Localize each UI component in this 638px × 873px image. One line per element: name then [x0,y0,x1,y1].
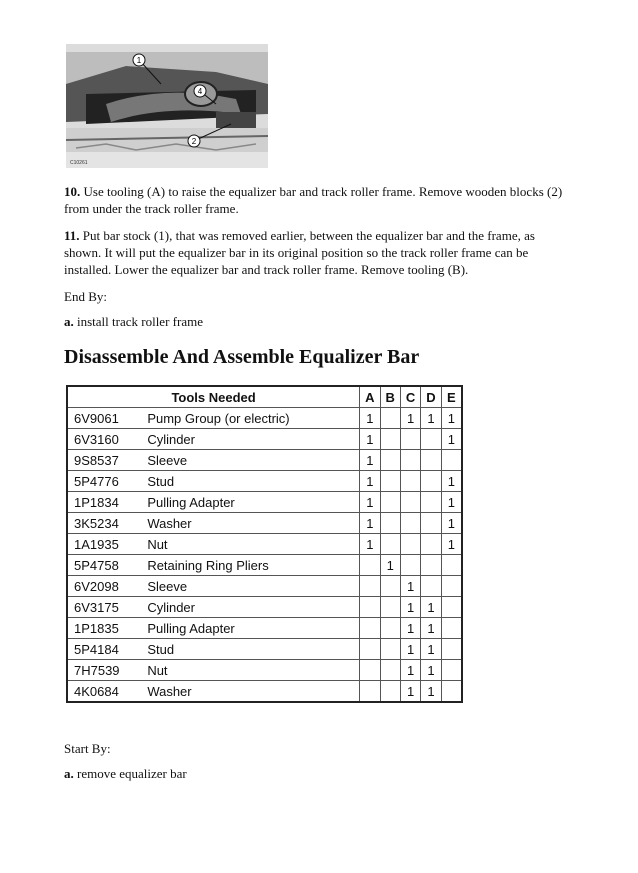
part-number: 5P4184 [67,639,141,660]
step-10 [64,183,574,217]
flag-d [421,555,441,576]
part-number: 1A1935 [67,534,141,555]
part-number: 4K0684 [67,681,141,703]
flag-b [380,513,400,534]
column-header-b: B [380,386,400,408]
column-header-e: E [441,386,462,408]
flag-e [441,576,462,597]
flag-d: 1 [421,618,441,639]
flag-a [360,555,380,576]
flag-d [421,576,441,597]
flag-c [400,555,420,576]
flag-b [380,450,400,471]
tools-table-header [67,386,462,408]
flag-a [360,597,380,618]
end-by-item [64,313,574,330]
part-name: Pulling Adapter [141,492,359,513]
figure-id: C10261 [70,160,88,166]
table-row [67,681,462,703]
part-number: 6V2098 [67,576,141,597]
part-name: Sleeve [141,450,359,471]
flag-a: 1 [360,471,380,492]
part-number: 1P1835 [67,618,141,639]
section-title: Disassemble And Assemble Equalizer Bar [64,346,420,368]
flag-a [360,639,380,660]
part-name: Nut [141,534,359,555]
equalizer-bar-photo [66,44,268,168]
flag-a [360,660,380,681]
flag-d [421,534,441,555]
callout-1-label: 1 [136,56,142,65]
flag-d [421,471,441,492]
column-header-d: D [421,386,441,408]
flag-e: 1 [441,492,462,513]
part-number: 1P1834 [67,492,141,513]
step-10-text: Use tooling (A) to raise the equalizer bar and track roller frame. Remove wooden blocks (2) from under the track roller frame. [64,184,563,216]
callout-4-label: 4 [197,87,203,96]
flag-b [380,429,400,450]
flag-d: 1 [421,639,441,660]
flag-a: 1 [360,408,380,429]
table-row [67,471,462,492]
end-by-item-letter: a. [64,314,74,329]
flag-d [421,429,441,450]
start-by-item-letter: a. [64,766,74,781]
flag-b [380,408,400,429]
end-by-item-text: install track roller frame [77,314,203,329]
flag-d [421,513,441,534]
flag-e [441,597,462,618]
flag-d: 1 [421,660,441,681]
part-name: Washer [141,513,359,534]
table-row [67,513,462,534]
tools-needed-table [66,385,463,703]
part-name: Stud [141,639,359,660]
table-row [67,618,462,639]
table-row [67,534,462,555]
flag-c [400,450,420,471]
flag-c [400,513,420,534]
table-row [67,408,462,429]
table-row [67,576,462,597]
flag-d: 1 [421,681,441,703]
flag-a: 1 [360,450,380,471]
flag-c [400,492,420,513]
part-name: Stud [141,471,359,492]
table-row [67,639,462,660]
table-row [67,660,462,681]
flag-d: 1 [421,597,441,618]
flag-e [441,450,462,471]
part-number: 5P4776 [67,471,141,492]
flag-a: 1 [360,429,380,450]
flag-b [380,471,400,492]
flag-c: 1 [400,618,420,639]
flag-c: 1 [400,576,420,597]
flag-e: 1 [441,408,462,429]
flag-d [421,492,441,513]
part-number: 6V3175 [67,597,141,618]
part-name: Cylinder [141,597,359,618]
flag-e [441,639,462,660]
flag-a: 1 [360,492,380,513]
part-name: Retaining Ring Pliers [141,555,359,576]
table-row [67,492,462,513]
part-number: 6V3160 [67,429,141,450]
step-11-number: 11. [64,228,80,243]
flag-e: 1 [441,471,462,492]
flag-c: 1 [400,639,420,660]
start-by-label: Start By: [64,741,111,756]
flag-a [360,576,380,597]
part-name: Sleeve [141,576,359,597]
flag-b: 1 [380,555,400,576]
step-10-number: 10. [64,184,81,199]
flag-e [441,555,462,576]
step-11 [64,227,574,278]
step-11-text: Put bar stock (1), that was removed earlier, between the equalizer bar and the frame, as shown. It will put the equalizer bar in its original position so the track roller frame can be installed. Lower the equalizer bar and track roller frame. Remove tooling (B). [64,228,535,277]
end-by-label: End By: [64,289,107,304]
part-number: 5P4758 [67,555,141,576]
part-name: Cylinder [141,429,359,450]
part-number: 9S8537 [67,450,141,471]
tools-table-title: Tools Needed [67,386,360,408]
flag-d: 1 [421,408,441,429]
flag-e [441,660,462,681]
part-name: Pulling Adapter [141,618,359,639]
part-name: Nut [141,660,359,681]
flag-c [400,534,420,555]
flag-c: 1 [400,597,420,618]
flag-a: 1 [360,534,380,555]
table-row [67,429,462,450]
flag-b [380,639,400,660]
table-row [67,555,462,576]
flag-e [441,618,462,639]
flag-b [380,576,400,597]
part-name: Washer [141,681,359,703]
flag-c: 1 [400,408,420,429]
photo-illustration [66,44,268,168]
part-number: 3K5234 [67,513,141,534]
flag-c: 1 [400,681,420,703]
start-by-item [64,765,574,782]
flag-b [380,618,400,639]
flag-d [421,450,441,471]
flag-c [400,471,420,492]
flag-e: 1 [441,429,462,450]
flag-e: 1 [441,513,462,534]
flag-b [380,597,400,618]
table-row [67,450,462,471]
flag-a: 1 [360,513,380,534]
column-header-a: A [360,386,380,408]
flag-e: 1 [441,534,462,555]
column-header-c: C [400,386,420,408]
flag-b [380,492,400,513]
part-number: 7H7539 [67,660,141,681]
flag-a [360,618,380,639]
flag-e [441,681,462,703]
flag-b [380,660,400,681]
callout-2-label: 2 [191,137,197,146]
flag-b [380,534,400,555]
start-by-item-text: remove equalizer bar [77,766,187,781]
flag-b [380,681,400,703]
flag-c [400,429,420,450]
flag-c: 1 [400,660,420,681]
flag-a [360,681,380,703]
part-name: Pump Group (or electric) [141,408,359,429]
part-number: 6V9061 [67,408,141,429]
table-row [67,597,462,618]
